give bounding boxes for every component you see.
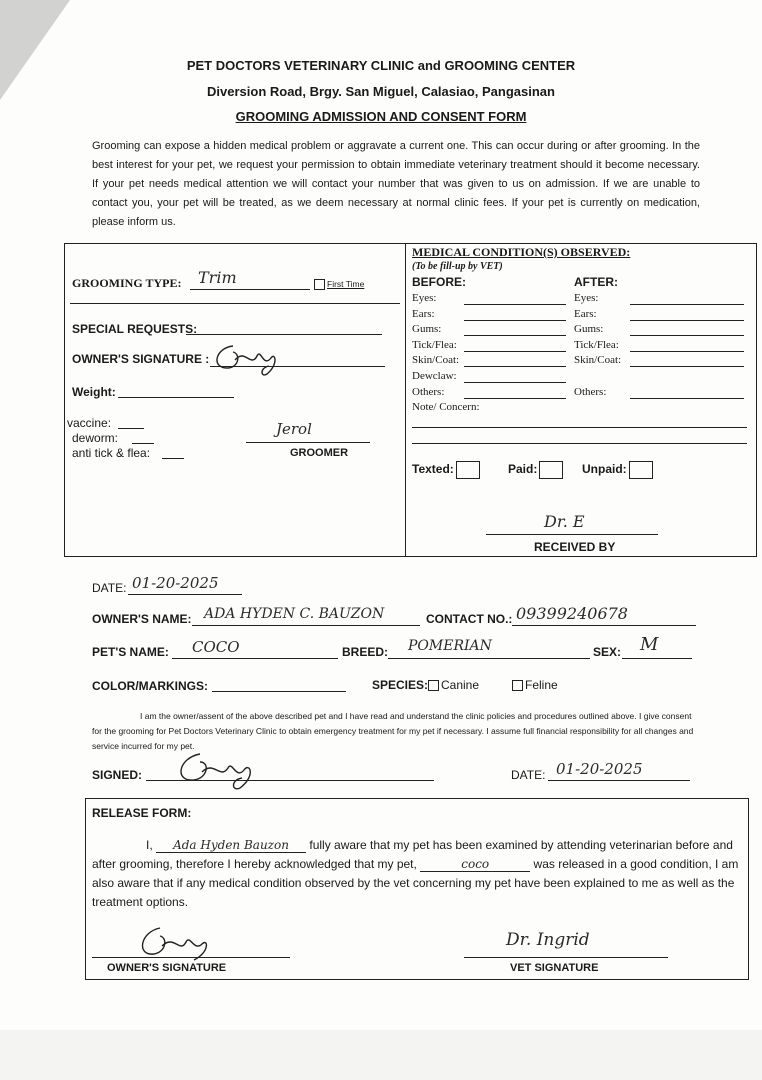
groomer-label: GROOMER	[290, 447, 349, 459]
owner-name-line	[192, 625, 420, 626]
antitick-label: anti tick & flea:	[72, 446, 151, 460]
before-field-skincoat: Skin/Coat:	[412, 354, 460, 367]
intro-paragraph: Grooming can expose a hidden medical problem or aggravate a current one. This can occur during or after grooming. In the best interest for your pet, we request your permission to obtain immediate veterinary treatment should it become necessary. If your pet needs medical attention we will contact your number that was given to us on admission. If we are unable to contact you, your pet will be treated, as we deem necessary at normal clinic fees. If your pet is currently on medication, please inform us.	[92, 140, 700, 228]
owner-signature-scribble	[205, 338, 285, 382]
release-vet-value[interactable]: Dr. Ingrid	[506, 930, 590, 950]
before-line-tickflea[interactable]	[464, 351, 566, 352]
before-line-ears[interactable]	[464, 320, 566, 321]
vaccine-line[interactable]	[118, 428, 144, 429]
texted-checkbox[interactable]	[456, 461, 480, 479]
paid-option[interactable]: Paid:	[508, 461, 563, 479]
unpaid-checkbox[interactable]	[629, 461, 653, 479]
received-by-line	[486, 534, 658, 535]
release-owner-value[interactable]: Ada Hyden Bauzon	[156, 838, 306, 853]
before-field-ears: Ears:	[412, 307, 435, 320]
special-requests-label: SPECIAL REQUESTS:	[72, 322, 198, 336]
form-title: GROOMING ADMISSION AND CONSENT FORM	[235, 109, 527, 124]
consent-date-value[interactable]: 01-20-2025	[556, 760, 643, 778]
after-field-tickflea: Tick/Flea:	[574, 338, 619, 351]
feline-option[interactable]: Feline	[512, 678, 558, 692]
color-label: COLOR/MARKINGS:	[92, 679, 208, 693]
received-by-value[interactable]: Dr. E	[544, 512, 585, 531]
release-owner-signature-scribble	[130, 922, 220, 966]
release-pet-value[interactable]: coco	[420, 857, 530, 872]
breed-label: BREED:	[342, 645, 389, 659]
grooming-type-line	[190, 289, 310, 290]
before-line-dewclaw[interactable]	[464, 382, 566, 383]
note-line-2[interactable]	[412, 443, 747, 444]
release-owner-signature-label: OWNER'S SIGNATURE	[107, 962, 227, 974]
after-field-gums: Gums:	[574, 323, 604, 336]
sex-line	[622, 658, 692, 659]
groomer-line	[246, 442, 370, 443]
before-field-gums: Gums:	[412, 323, 442, 336]
canine-option[interactable]: Canine	[428, 678, 479, 692]
feline-checkbox[interactable]	[512, 680, 523, 691]
note-label: Note/ Concern:	[412, 401, 480, 413]
pet-name-label: PET'S NAME:	[92, 645, 169, 659]
consent-date-label: DATE:	[511, 768, 546, 782]
after-field-others: Others:	[574, 385, 607, 398]
release-paragraph: I, Ada Hyden Bauzon fully aware that my pet has been examined by attending veterinarian before and after grooming, therefore I hereby acknowledged that my pet, coco was released in a good condition, I am also aware that if any medical condition observed by the vet concerning my pet have been explained to me as well as the treatment options.	[92, 838, 739, 909]
contact-line	[512, 625, 696, 626]
before-field-others: Others:	[412, 385, 445, 398]
release-title: RELEASE FORM:	[92, 806, 192, 820]
clinic-name: PET DOCTORS VETERINARY CLINIC and GROOMING CENTER	[186, 58, 576, 73]
before-line-gums[interactable]	[464, 335, 566, 336]
grooming-type-label: GROOMING TYPE:	[72, 276, 182, 290]
species-label: SPECIES:	[372, 678, 429, 692]
owner-signature-label: OWNER'S SIGNATURE :	[72, 352, 210, 366]
received-by-label: RECEIVED BY	[534, 540, 616, 554]
medical-subtitle: (To be fill-up by VET)	[412, 261, 503, 272]
before-line-skincoat[interactable]	[464, 366, 566, 367]
consent-text: I am the owner/assent of the above described pet and I have read and understand the clinic policies and procedures outlined above. I give consent for the grooming for Pet Doctors Veterinary Clinic to obtain emergency treatment for my pet if necessary. I assume full financial responsibility for all changes and service incurred for my pet.	[92, 711, 694, 751]
before-field-dewclaw: Dewclaw:	[412, 370, 457, 382]
release-vet-signature-line[interactable]	[464, 957, 668, 958]
before-field-eyes: Eyes:	[412, 292, 437, 304]
first-time-option[interactable]: First Time	[314, 279, 364, 290]
weight-line[interactable]	[118, 397, 234, 398]
deworm-line[interactable]	[132, 443, 154, 444]
release-vet-signature-label: VET SIGNATURE	[510, 962, 599, 974]
vaccine-label: vaccine:	[67, 416, 112, 430]
after-field-eyes: Eyes:	[574, 292, 599, 304]
pet-name-value[interactable]: COCO	[192, 638, 240, 656]
clinic-address: Diversion Road, Brgy. San Miguel, Calasiao, Pangasinan	[207, 84, 555, 99]
owner-name-label: OWNER'S NAME:	[92, 612, 192, 626]
grooming-extra-line	[70, 303, 400, 304]
color-line[interactable]	[212, 691, 346, 692]
paid-checkbox[interactable]	[539, 461, 563, 479]
after-field-ears: Ears:	[574, 307, 597, 320]
after-line-others[interactable]	[630, 398, 744, 399]
pet-name-line	[172, 658, 338, 659]
date-line	[128, 594, 242, 595]
signed-label: SIGNED:	[92, 768, 143, 782]
before-label: BEFORE:	[412, 275, 466, 289]
canine-checkbox[interactable]	[428, 680, 439, 691]
contact-value[interactable]: 09399240678	[516, 604, 628, 623]
consent-signature-scribble	[170, 748, 266, 794]
box-divider	[405, 243, 406, 556]
grooming-type-value[interactable]: Trim	[198, 268, 237, 287]
after-line-tickflea[interactable]	[630, 351, 744, 352]
medical-title: MEDICAL CONDITION(S) OBSERVED:	[412, 245, 631, 259]
weight-label: Weight:	[72, 385, 116, 399]
contact-label: CONTACT NO.:	[426, 612, 513, 626]
release-owner-signature-line[interactable]	[92, 957, 290, 958]
texted-option[interactable]: Texted:	[412, 461, 480, 479]
after-line-skincoat[interactable]	[630, 366, 744, 367]
unpaid-option[interactable]: Unpaid:	[582, 461, 653, 479]
antitick-line[interactable]	[162, 458, 184, 459]
sex-value[interactable]: M	[640, 634, 659, 655]
breed-line	[388, 658, 590, 659]
deworm-label: deworm:	[72, 431, 119, 445]
groomer-value[interactable]: Jerol	[276, 420, 312, 438]
before-field-tickflea: Tick/Flea:	[412, 338, 457, 351]
sex-label: SEX:	[593, 645, 622, 659]
special-requests-line[interactable]	[186, 334, 382, 335]
owner-name-value[interactable]: ADA HYDEN C. BAUZON	[204, 606, 385, 622]
date-label: DATE:	[92, 581, 127, 595]
note-line-1[interactable]	[412, 427, 747, 428]
breed-value[interactable]: POMERIAN	[408, 638, 492, 654]
before-line-eyes[interactable]	[464, 304, 566, 305]
first-time-checkbox[interactable]	[314, 279, 325, 290]
before-line-others[interactable]	[464, 398, 566, 399]
after-line-ears[interactable]	[630, 320, 744, 321]
after-line-eyes[interactable]	[630, 304, 744, 305]
after-label: AFTER:	[574, 275, 618, 289]
after-field-skincoat: Skin/Coat:	[574, 354, 622, 367]
date-value[interactable]: 01-20-2025	[132, 574, 219, 592]
consent-date-line	[548, 780, 690, 781]
after-line-gums[interactable]	[630, 335, 744, 336]
